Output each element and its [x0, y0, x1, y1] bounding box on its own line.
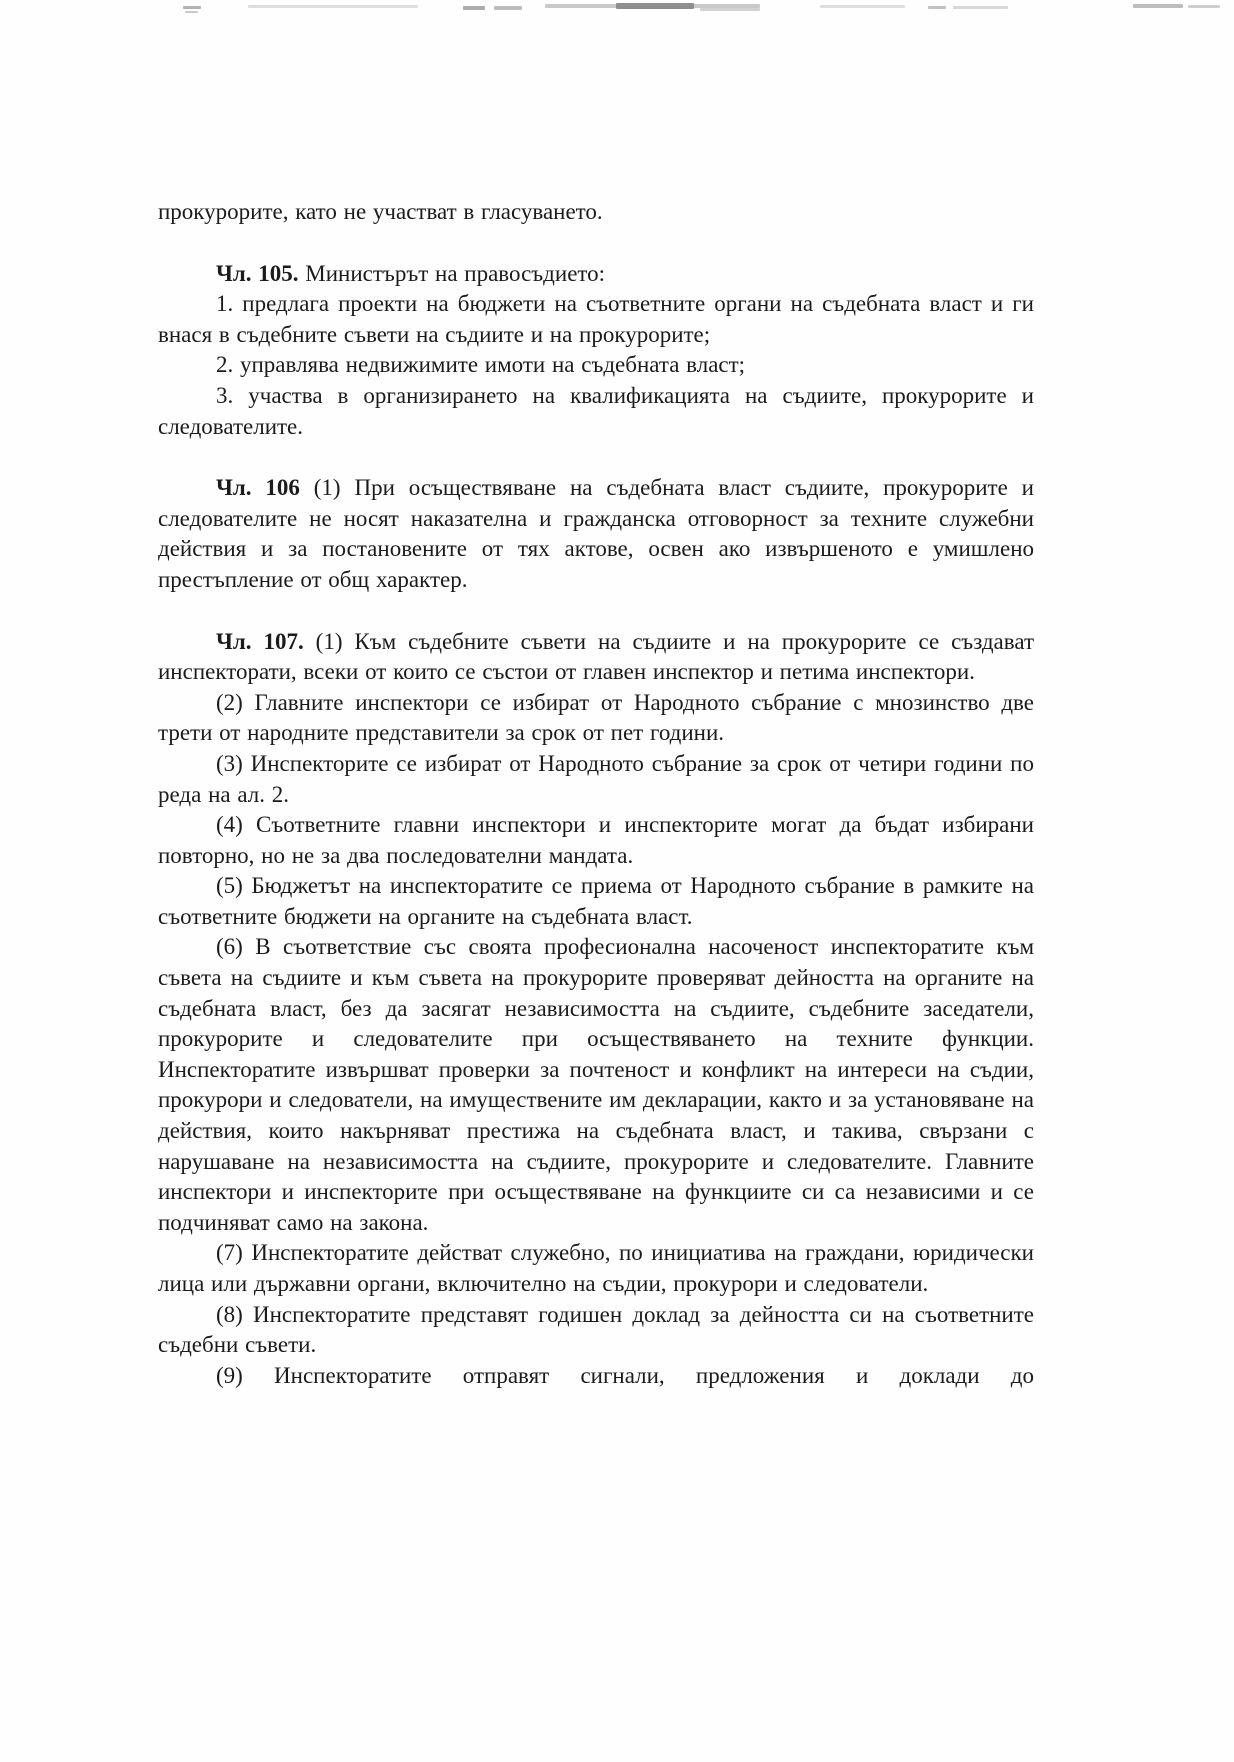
paragraph-text: (9) Инспекторатите отправят сигнали, предложения и доклади до [216, 1362, 1034, 1388]
para-art107-al1 [158, 627, 1034, 688]
paragraph-text: Министърът на правосъдието: [298, 260, 606, 286]
para-continuation [158, 197, 1034, 228]
paragraph-text: (3) Инспекторите се избират от Народното събрание за срок от четири години по реда на ал. 2. [158, 750, 1034, 807]
paragraph-text: (2) Главните инспектори се избират от Народното събрание с мнозинство две трети от народните представители за срок от пет години. [158, 689, 1034, 746]
para-art107-al7 [158, 1238, 1034, 1299]
article-number: Чл. 107. [216, 628, 304, 654]
paragraph-text: 3. участва в организирането на квалификацията на съдиите, прокурорите и следователите. [158, 382, 1034, 439]
para-art107-al2 [158, 688, 1034, 749]
paragraph-text: (5) Бюджетът на инспекторатите се приема от Народното събрание в рамките на съответните бюджети на органите на съдебната власт. [158, 873, 1034, 929]
scan-artifact [185, 11, 198, 13]
article-number: Чл. 105. [216, 260, 299, 286]
para-art105-item2 [158, 350, 1034, 381]
scan-artifact [1133, 4, 1183, 8]
scan-artifact [953, 6, 1008, 9]
scan-artifact [248, 5, 418, 8]
document-body-text [158, 197, 1034, 1391]
paragraph-text: (7) Инспекторатите действат служебно, по инициатива на граждани, юридически лица или държавни органи, включително на съдии, прокурори и следователи. [158, 1240, 1034, 1296]
para-art106-al1 [158, 473, 1034, 595]
paragraph-text: (8) Инспекторатите представят годишен доклад за дейността си на съответните съдебни съвети. [158, 1301, 1034, 1358]
paragraph-text: 1. предлага проекти на бюджети на съответните органи на съдебната власт и ги внася в съдебните съвети на съдиите и на прокурорите; [158, 291, 1034, 347]
para-art107-al8 [158, 1300, 1034, 1361]
scan-artifact [463, 6, 485, 10]
paragraph-text: (6) В съответствие със своята професионална насоченост инспекторатите към съвета на съдиите и към съвета на прокурорите проверяват дейността на органите на съдебната власт, без да засягат независимостта на съдиите, съдебните заседатели, прокурорите и следователите при осъществяването на техните функции. Инспекторатите извършват проверки за почтеност и конфликт на интереси на съдии, прокурори и следователи, на имуществените им декларации, както и за установяване на действия, които накърняват престижа на съдебната власт, и такива, свързани с нарушаване на независимостта на съдиите, прокурорите и следователите. Главните инспектори и инспекторите при осъществяване на функциите си са независими и се подчиняват само на закона. [158, 934, 1034, 1235]
paragraph-text: (1) Към съдебните съвети на съдиите и на прокурорите се създават инспекторати, всеки от които се състои от главен инспектор и петима инспектори. [158, 628, 1034, 685]
para-art107-al4 [158, 810, 1034, 871]
scan-artifact [928, 6, 946, 9]
paragraph-text: прокурорите, като не участват в гласуването. [158, 199, 603, 224]
article-number: Чл. 106 [216, 475, 300, 501]
scan-artifact [1188, 5, 1220, 8]
para-art107-al9 [158, 1361, 1034, 1392]
paragraph-text: (1) При осъществяване на съдебната власт съдиите, прокурорите и следователите не носят наказателна и гражданска отговорност за техните служебни действия и за постановените от тях актове, освен ако извършеното е умишлено престъпление от общ характер. [158, 475, 1034, 592]
scan-artifact [820, 5, 905, 8]
para-art105-item3 [158, 381, 1034, 442]
scan-edge-artifacts [0, 0, 1234, 16]
para-art105-intro [158, 259, 1034, 290]
para-art107-al3 [158, 749, 1034, 810]
scan-artifact [616, 3, 694, 9]
paragraph-text: 2. управлява недвижимите имоти на съдебната власт; [216, 352, 746, 378]
paragraph-text: (4) Съответните главни инспектори и инспекторите могат да бъдат избирани повторно, но не за два последователни мандата. [158, 812, 1034, 868]
scan-artifact [494, 6, 522, 10]
para-art107-al5 [158, 871, 1034, 932]
para-art107-al6 [158, 932, 1034, 1238]
scan-artifact [700, 8, 760, 11]
scan-artifact [183, 6, 201, 9]
para-art105-item1 [158, 289, 1034, 350]
